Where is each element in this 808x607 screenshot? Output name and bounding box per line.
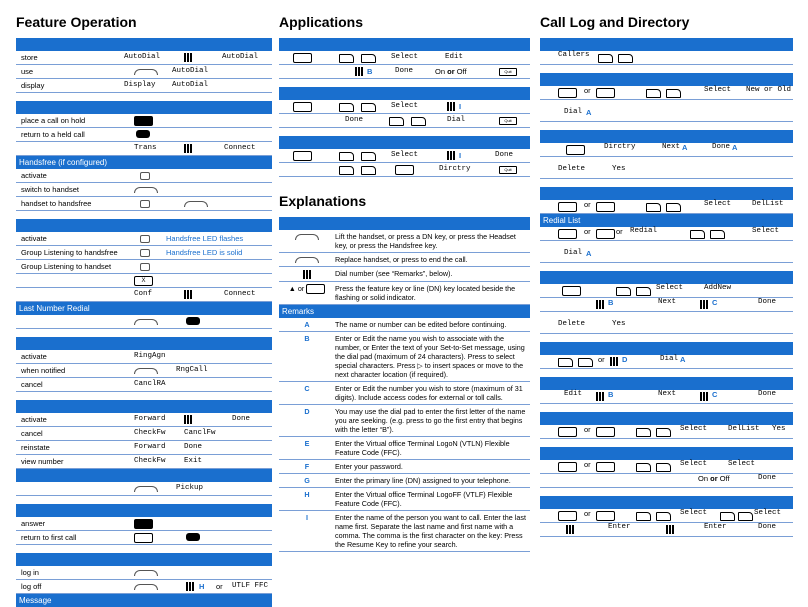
- apps-bar-3: [279, 136, 530, 149]
- row-log-off: log off H or UTLF FFC: [16, 580, 272, 594]
- cl-delete-yes-1: Delete Yes: [540, 165, 793, 179]
- nav-key-icon: [339, 152, 354, 161]
- row-hold: place a call on hold: [16, 114, 272, 128]
- nav-key-icon: [339, 166, 354, 175]
- cl-delete-yes-2: Delete Yes: [540, 320, 793, 334]
- quit-key-icon: Quit: [499, 117, 517, 125]
- apps-row-2b: Done Dial Quit: [279, 114, 530, 128]
- row-fw-cancel: cancel CheckFw CanclFw: [16, 427, 272, 441]
- nav-key-icon: [636, 512, 651, 521]
- row-store: store AutoDial AutoDial: [16, 51, 272, 65]
- expl-line-key: ▲ or Press the feature key or line (DN) key located beside the flashing or solid indicator.: [279, 282, 530, 305]
- remark-text: Enter or Edit the name you wish to associate with the number, or Enter the text of your Set-to-Set message, using the dial pad (maximum of 24 characters). Press to select special characters. Press ▷ to insert spaces or move to the next character location (if required).: [335, 333, 525, 379]
- dialpad-icon: [184, 290, 193, 299]
- row-log-in: log in: [16, 566, 272, 580]
- cl-callers: Callers: [540, 51, 793, 65]
- apps-row-1b: B Done On or Off Quit: [279, 65, 530, 79]
- cl-dial-a-2: Dial A: [540, 249, 793, 263]
- cl-addnew: Select AddNew: [540, 284, 793, 298]
- apps-row-1a: Select Edit: [279, 51, 530, 65]
- apps-row-2a: Select I: [279, 100, 530, 114]
- feature-bar-8: [16, 553, 272, 566]
- remark-key: D: [304, 406, 310, 416]
- remarks-list: [279, 318, 530, 552]
- row-hf-activate: activate: [16, 169, 272, 183]
- nav-key-icon: [616, 287, 631, 296]
- nav-key-icon: [666, 203, 681, 212]
- expl-dial: Dial number (see “Remarks”, below).: [279, 267, 530, 282]
- nav-key-icon: [361, 166, 376, 175]
- remark-item: [279, 405, 530, 437]
- nav-key-icon: [636, 463, 651, 472]
- row-gl-hs: Group Listening to handset: [16, 260, 272, 274]
- feature-title: Feature Operation: [16, 14, 137, 30]
- explanations-bar: [279, 217, 530, 230]
- row-lnr: [16, 315, 272, 329]
- remark-item: [279, 382, 530, 405]
- row-answer: answer: [16, 517, 272, 531]
- dialpad-icon: [355, 67, 364, 76]
- callers-key-icon: [558, 462, 577, 472]
- cl-redial: or or Redial Select: [540, 227, 793, 241]
- remark-key: G: [304, 475, 310, 485]
- row-display: display Display AutoDial: [16, 79, 272, 93]
- dialpad-icon: [303, 270, 312, 279]
- applications-title: Applications: [279, 14, 364, 30]
- cl-bar-6: [540, 342, 793, 355]
- phone-icon: [136, 130, 150, 138]
- handset-icon: [134, 69, 158, 75]
- cl-bar-8: [540, 412, 793, 425]
- speaker-icon: [140, 263, 150, 271]
- dialpad-icon: [666, 525, 675, 534]
- row-trans: Trans Connect: [16, 142, 272, 156]
- dialpad-icon: [610, 357, 619, 366]
- feature-key-icon: [293, 102, 312, 112]
- dialpad-icon: [184, 53, 193, 62]
- handset-icon: [134, 368, 158, 374]
- nav-key-icon: [578, 358, 593, 367]
- apps-bar-2: [279, 87, 530, 100]
- remark-key: B: [304, 333, 310, 343]
- release-key-icon: X: [134, 276, 153, 286]
- call-log-column: [540, 0, 793, 537]
- remark-key: H: [304, 489, 310, 499]
- speaker-icon: [140, 249, 150, 257]
- handset-icon: [134, 570, 158, 576]
- apps-row-3b: Dirctry Quit: [279, 163, 530, 177]
- row-pickup: Pickup: [16, 482, 272, 496]
- cl-bar-3: [540, 130, 793, 143]
- dialpad-icon: [596, 300, 605, 309]
- cl-onoff: On or Off Done: [540, 474, 793, 488]
- nav-key-icon: [738, 512, 753, 521]
- cl-select-select-2: or Select Select: [540, 509, 793, 523]
- expl-handset: Lift the handset, or press a DN key, or press the Headset key, or press the Handsfree key.: [279, 230, 530, 253]
- directory-key-icon: [596, 229, 615, 239]
- nav-key-icon: [690, 230, 705, 239]
- nav-key-icon: [636, 287, 651, 296]
- quit-key-icon: Quit: [499, 166, 517, 174]
- callers-key-icon: [558, 88, 577, 98]
- feature-column: [16, 0, 272, 607]
- nav-key-icon: [656, 463, 671, 472]
- nav-key-icon: [389, 117, 404, 126]
- remark-text: The name or number can be edited before continuing.: [335, 319, 507, 329]
- callers-key-icon: [558, 427, 577, 437]
- nav-key-icon: [720, 512, 735, 521]
- remark-item: [279, 437, 530, 460]
- message-bar: Message: [16, 594, 272, 607]
- remark-item: [279, 488, 530, 511]
- feature-bar-3: [16, 219, 272, 232]
- apps-row-3a: Select I Done: [279, 149, 530, 163]
- remark-text: Enter the Virtual office Terminal LogoFF (VTLF) Flexible Feature Code (FFC).: [335, 489, 513, 508]
- handset-icon: [134, 584, 158, 590]
- hangup-icon: [295, 257, 319, 263]
- applications-column: [279, 0, 530, 552]
- nav-key-icon: [646, 89, 661, 98]
- line-key-icon: [306, 284, 325, 294]
- cl-bar-10: [540, 496, 793, 509]
- last-number-redial-bar: Last Number Redial: [16, 302, 272, 315]
- feature-bar-2: [16, 101, 272, 114]
- cl-bar-5: [540, 271, 793, 284]
- remark-text: Enter the Virtual office Terminal LogoN (VTLN) Flexible Feature Code (FFC).: [335, 438, 510, 457]
- handset-icon: [134, 486, 158, 492]
- nav-key-icon: [361, 54, 376, 63]
- directory-key-icon: [395, 165, 414, 175]
- dialpad-icon: [447, 151, 456, 160]
- cl-bar-2: [540, 73, 793, 86]
- speaker-icon: [140, 172, 150, 180]
- cl-select-new: or Select New or Old: [540, 86, 793, 100]
- indicator-icon: ▲: [288, 283, 296, 293]
- remark-item: [279, 474, 530, 488]
- phone-icon: [186, 317, 200, 325]
- handsfree-bar: Handsfree (if configured): [16, 156, 272, 169]
- cl-dellist-yes: or Select DelList Yes: [540, 425, 793, 439]
- cl-dial-a: Dial A: [540, 108, 793, 122]
- feature-bar-5: [16, 400, 272, 413]
- remark-key: C: [304, 383, 310, 393]
- hold-key-icon: [134, 116, 153, 126]
- dialpad-icon: [596, 392, 605, 401]
- row-return-first: return to first call: [16, 531, 272, 545]
- cl-dirctry: Dirctry Next A Done A: [540, 143, 793, 157]
- row-hf-switch: switch to handset: [16, 183, 272, 197]
- remark-item: [279, 332, 530, 382]
- nav-key-icon: [666, 89, 681, 98]
- speaker-icon: [140, 235, 150, 243]
- callers-key-icon: [558, 202, 577, 212]
- nav-key-icon: [598, 54, 613, 63]
- remarks-bar: Remarks: [279, 305, 530, 318]
- feature-bar-7: [16, 504, 272, 517]
- directory-key-icon: [596, 462, 615, 472]
- remark-text: Enter or Edit the number you wish to store (maximum of 31 digits). Include access codes for external or toll calls.: [335, 383, 523, 402]
- answer-key-icon: [134, 519, 153, 529]
- directory-key-icon: [566, 145, 585, 155]
- explanations-title: Explanations: [279, 193, 367, 209]
- expl-hangup: Replace handset, or press to end the call.: [279, 253, 530, 267]
- cl-bar-1: [540, 38, 793, 51]
- remark-text: Enter your password.: [335, 461, 403, 471]
- nav-key-icon: [656, 512, 671, 521]
- redial-list-bar: Redial List: [540, 214, 793, 227]
- remark-item: [279, 511, 530, 552]
- remark-text: Enter the name of the person you want to call. Enter the last name first. Separate the last name and first name with a comma. The comma is the first character on the key: Press the Resume Key to refine your search.: [335, 512, 526, 549]
- cl-bar-4: [540, 187, 793, 200]
- cl-dial-d: or D Dial A: [540, 355, 793, 369]
- row-rr-cancel: cancel CanclRA: [16, 378, 272, 392]
- nav-key-icon: [558, 358, 573, 367]
- row-rr-notified: when notified RngCall: [16, 364, 272, 378]
- cl-select-select: or Select Select: [540, 460, 793, 474]
- feature-key-icon: [293, 53, 312, 63]
- feature-bar-4: [16, 337, 272, 350]
- call-log-title: Call Log and Directory: [540, 14, 690, 30]
- feature-key-icon: [293, 151, 312, 161]
- dialpad-icon: [447, 102, 456, 111]
- remark-key: F: [304, 461, 310, 471]
- phone-icon: [186, 533, 200, 541]
- remark-item: [279, 460, 530, 474]
- remark-key: E: [304, 438, 310, 448]
- cl-dellist: or Select DelList: [540, 200, 793, 214]
- callers-key-icon: [558, 229, 577, 239]
- row-hf-handset: handset to handsfree: [16, 197, 272, 211]
- nav-key-icon: [636, 428, 651, 437]
- directory-key-icon: [596, 427, 615, 437]
- nav-key-icon: [710, 230, 725, 239]
- remark-text: Enter the primary line (DN) assigned to your telephone.: [335, 475, 511, 485]
- row-gl-hf: Group Listening to handsfree Handsfree LED is solid: [16, 246, 272, 260]
- nav-key-icon: [411, 117, 426, 126]
- nav-key-icon: [339, 103, 354, 112]
- dialpad-icon: [700, 392, 709, 401]
- cl-bar-9: [540, 447, 793, 460]
- line-key-icon: [134, 533, 153, 543]
- handset-icon: [134, 187, 158, 193]
- dialpad-icon: [186, 582, 195, 591]
- dialpad-icon: [184, 415, 193, 424]
- hangup-icon: [184, 201, 208, 207]
- nav-key-icon: [361, 152, 376, 161]
- directory-key-icon: [596, 88, 615, 98]
- handset-icon: [134, 319, 158, 325]
- directory-key-icon: [562, 286, 581, 296]
- speaker-icon: [140, 200, 150, 208]
- nav-key-icon: [361, 103, 376, 112]
- cl-edit: Edit B Next C Done: [540, 390, 793, 404]
- row-fw-reinstate: reinstate Forward Done: [16, 441, 272, 455]
- handset-icon: [295, 234, 319, 240]
- row-gl-activate: activate Handsfree LED flashes: [16, 232, 272, 246]
- row-rr-activate: activate RingAgn: [16, 350, 272, 364]
- directory-key-icon: [596, 511, 615, 521]
- row-x: [16, 274, 272, 288]
- nav-key-icon: [339, 54, 354, 63]
- remark-key: I: [306, 512, 308, 522]
- dialpad-icon: [184, 144, 193, 153]
- row-conf: Conf Connect: [16, 288, 272, 302]
- dialpad-icon: [566, 525, 575, 534]
- nav-key-icon: [656, 428, 671, 437]
- directory-key-icon: [596, 202, 615, 212]
- row-use: use AutoDial: [16, 65, 272, 79]
- remark-text: You may use the dial pad to enter the first letter of the name you are seeking. (e.g. press to go the first entry that begins with the letter “B”).: [335, 406, 526, 434]
- row-fw-view: view number CheckFw Exit: [16, 455, 272, 469]
- apps-bar-1: [279, 38, 530, 51]
- remark-key: A: [304, 319, 310, 329]
- nav-key-icon: [646, 203, 661, 212]
- quit-key-icon: Quit: [499, 68, 517, 76]
- dialpad-icon: [700, 300, 709, 309]
- row-return-held: return to a held call: [16, 128, 272, 142]
- remark-item: [279, 318, 530, 332]
- row-fw-activate: activate Forward Done: [16, 413, 272, 427]
- feature-bar-6: [16, 469, 272, 482]
- feature-bar-1: [16, 38, 272, 51]
- cl-enter: Enter Enter Done: [540, 523, 793, 537]
- nav-key-icon: [618, 54, 633, 63]
- callers-key-icon: [558, 511, 577, 521]
- cl-bar-7: [540, 377, 793, 390]
- cl-next-done: B Next C Done: [540, 298, 793, 312]
